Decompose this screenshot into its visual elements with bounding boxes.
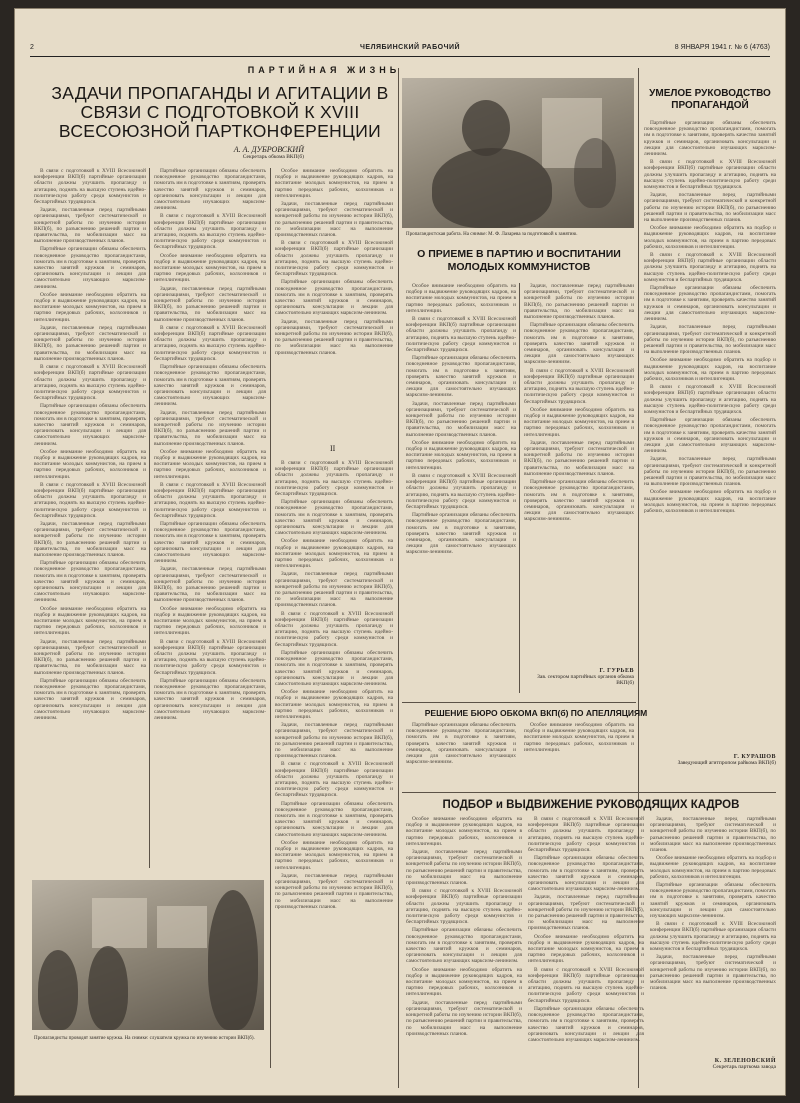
bottom-article-column-3: Задачи, поставленные перед партийными организациями, требуют систематической и конкретной работы по изучению истории ВКП(б), по разъяснению решений партии и правительства, по мобилизации масс на выполнение производственных планов. Особое внимание необходимо обратить на подбор и выдвижение руководящих кадров, на воспитание молодых коммунистов, на прием в партию передовых рабочих, колхозников и интеллигенции. Партийные организации обязаны обеспечить повседневное руководство пропагандистами, помогать им в подготовке к занятиям, проверять качество занятий кружков и семинаров, организовать консультации и лекции для самостоятельно изучающих марксизм-ленинизм. В связи с подготовкой к XVIII Всесоюзной конференции ВКП(б) партийные организации области должны улучшить пропаганду и агитацию, поднять на высшую ступень идейно-политическую работу среди коммунистов и беспартийных трудящихся. Задачи, поставленные перед партийными организациями, требуют систематической и конкретной работы по изучению истории ВКП(б), по разъяснению решений партии и правительства, по мобилизации масс на выполнение производственных планов. (650, 816, 776, 992)
section-marker: II (330, 444, 336, 453)
main-article-column-3b: В связи с подготовкой к XVIII Всесоюзной конференции ВКП(б) партийные организации области должны улучшить пропаганду и агитацию, поднять на высшую ступень идейно-политическую работу среди коммунистов и беспартийных трудящихся. Партийные организации обязаны обеспечить повседневное руководство пропагандистами, помогать им в подготовке к занятиям, проверять качество занятий кружков и семинаров, организовать консультации и лекции для самостоятельно изучающих марксизм-ленинизм. Особое внимание необходимо обратить на подбор и выдвижение руководящих кадров, на воспитание молодых коммунистов, на прием в партию передовых рабочих, колхозников и интеллигенции. Задачи, поставленные перед партийными организациями, требуют систематической и конкретной работы по изучению истории ВКП(б), по разъяснению решений партии и правительства, по мобилизации масс на выполнение производственных планов. В связи с подготовкой к XVIII Всесоюзной конференции ВКП(б) партийные организации области должны улучшить пропаганду и агитацию, поднять на высшую ступень идейно-политическую работу среди коммунистов и беспартийных трудящихся. Партийные организации обязаны обеспечить повседневное руководство пропагандистами, помогать им в подготовке к занятиям, проверять качество занятий кружков и семинаров, организовать консультации и лекции для самостоятельно изучающих марксизм-ленинизм. Особое внимание необходимо обратить на подбор и выдвижение руководящих кадров, на воспитание молодых коммунистов, на прием в партию передовых рабочих, колхозников и интеллигенции. Задачи, поставленные перед партийными организациями, требуют систематической и конкретной работы по изучению истории ВКП(б), по разъяснению решений партии и правительства, по мобилизации масс на выполнение производственных планов. В связи с подготовкой к XVIII Всесоюзной конференции ВКП(б) партийные организации области должны улучшить пропаганду и агитацию, поднять на высшую ступень идейно-политическую работу среди коммунистов и беспартийных трудящихся. Партийные организации обязаны обеспечить повседневное руководство пропагандистами, помогать им в подготовке к занятиям, проверять качество занятий кружков и семинаров, организовать консультации и лекции для самостоятельно изучающих марксизм-ленинизм. Особое внимание необходимо обратить на подбор и выдвижение руководящих кадров, на воспитание молодых коммунистов, на прием в партию передовых рабочих, колхозников и интеллигенции. Задачи, поставленные перед партийными организациями, требуют систематической и конкретной работы по изучению истории ВКП(б), по разъяснению решений партии и правительства, по мобилизации масс на выполнение производственных планов. (275, 460, 393, 910)
section-rubric: ПАРТИЙНАЯ ЖИЗНЬ (247, 65, 401, 75)
section-divider (402, 792, 776, 793)
author-byline (164, 145, 304, 160)
photo-lazareva (402, 78, 634, 228)
author-name: А. А. ДУБРОВСКИЙ (233, 145, 304, 154)
signature-title: Секретарь парткома завода (712, 1064, 776, 1070)
bottom-article-column-1: Особое внимание необходимо обратить на подбор и выдвижение руководящих кадров, на воспитание молодых коммунистов, на прием в партию передовых рабочих, колхозников и интеллигенции. Задачи, поставленные перед партийными организациями, требуют систематической и конкретной работы по изучению истории ВКП(б), по разъяснению решений партии и правительства, по мобилизации масс на выполнение производственных планов. В связи с подготовкой к XVIII Всесоюзной конференции ВКП(б) партийные организации области должны улучшить пропаганду и агитацию, поднять на высшую ступень идейно-политическую работу среди коммунистов и беспартийных трудящихся. Партийные организации обязаны обеспечить повседневное руководство пропагандистами, помогать им в подготовке к занятиям, проверять качество занятий кружков и семинаров, организовать консультации и лекции для самостоятельно изучающих марксизм-ленинизм. Особое внимание необходимо обратить на подбор и выдвижение руководящих кадров, на воспитание молодых коммунистов, на прием в партию передовых рабочих, колхозников и интеллигенции. Задачи, поставленные перед партийными организациями, требуют систематической и конкретной работы по изучению истории ВКП(б), по разъяснению решений партии и правительства, по мобилизации масс на выполнение производственных планов. (406, 816, 522, 1037)
signature-name: Г. ГУРЬЕВ (599, 668, 634, 674)
middle-article-column-2: Задачи, поставленные перед партийными организациями, требуют систематической и конкретной работы по изучению истории ВКП(б), по разъяснению решений партии и правительства, по мобилизации масс на выполнение производственных планов. Партийные организации обязаны обеспечить повседневное руководство пропагандистами, помогать им в подготовке к занятиям, проверять качество занятий кружков и семинаров, организовать консультации и лекции для самостоятельно изучающих марксизм-ленинизм. В связи с подготовкой к XVIII Всесоюзной конференции ВКП(б) партийные организации области должны улучшить пропаганду и агитацию, поднять на высшую ступень идейно-политическую работу среди коммунистов и беспартийных трудящихся. Особое внимание необходимо обратить на подбор и выдвижение руководящих кадров, на воспитание молодых коммунистов, на прием в партию передовых рабочих, колхозников и интеллигенции. Задачи, поставленные перед партийными организациями, требуют систематической и конкретной работы по изучению истории ВКП(б), по разъяснению решений партии и правительства, по мобилизации масс на выполнение производственных планов. Партийные организации обязаны обеспечить повседневное руководство пропагандистами, помогать им в подготовке к занятиям, проверять качество занятий кружков и семинаров, организовать консультации и лекции для самостоятельно изучающих марксизм-ленинизм. (524, 283, 634, 523)
author-title: Секретарь обкома ВКП(б) (242, 154, 304, 160)
signature-title: Заведующий агитпропом райкома ВКП(б) (677, 760, 776, 766)
issue-date: 8 ЯНВАРЯ 1941 г. № 6 (4763) (674, 44, 770, 51)
bottom-article-headline: ПОДБОР и ВЫДВИЖЕНИЕ РУКОВОДЯЩИХ КАДРОВ (442, 799, 740, 811)
column-divider (519, 283, 520, 693)
decision-column-2: Особое внимание необходимо обратить на подбор и выдвижение руководящих кадров, на воспитание молодых коммунистов, на прием в партию передовых рабочих, колхозников и интеллигенции. (524, 722, 634, 753)
right-article-body: Партийные организации обязаны обеспечить повседневное руководство пропагандистами, помогать им в подготовке к занятиям, проверять качество занятий кружков и семинаров, организовать консультации и лекции для самостоятельно изучающих марксизм-ленинизм. В связи с подготовкой к XVIII Всесоюзной конференции ВКП(б) партийные организации области должны улучшить пропаганду и агитацию, поднять на высшую ступень идейно-политическую работу среди коммунистов и беспартийных трудящихся. Задачи, поставленные перед партийными организациями, требуют систематической и конкретной работы по изучению истории ВКП(б), по разъяснению решений партии и правительства, по мобилизации масс на выполнение производственных планов. Особое внимание необходимо обратить на подбор и выдвижение руководящих кадров, на воспитание молодых коммунистов, на прием в партию передовых рабочих, колхозников и интеллигенции. В связи с подготовкой к XVIII Всесоюзной конференции ВКП(б) партийные организации области должны улучшить пропаганду и агитацию, поднять на высшую ступень идейно-политическую работу среди коммунистов и беспартийных трудящихся. Партийные организации обязаны обеспечить повседневное руководство пропагандистами, помогать им в подготовке к занятиям, проверять качество занятий кружков и семинаров, организовать консультации и лекции для самостоятельно изучающих марксизм-ленинизм. Задачи, поставленные перед партийными организациями, требуют систематической и конкретной работы по изучению истории ВКП(б), по разъяснению решений партии и правительства, по мобилизации масс на выполнение производственных планов. Особое внимание необходимо обратить на подбор и выдвижение руководящих кадров, на воспитание молодых коммунистов, на прием в партию передовых рабочих, колхозников и интеллигенции. В связи с подготовкой к XVIII Всесоюзной конференции ВКП(б) партийные организации области должны улучшить пропаганду и агитацию, поднять на высшую ступень идейно-политическую работу среди коммунистов и беспартийных трудящихся. Партийные организации обязаны обеспечить повседневное руководство пропагандистами, помогать им в подготовке к занятиям, проверять качество занятий кружков и семинаров, организовать консультации и лекции для самостоятельно изучающих марксизм-ленинизм. Задачи, поставленные перед партийными организациями, требуют систематической и конкретной работы по изучению истории ВКП(б), по разъяснению решений партии и правительства, по мобилизации масс на выполнение производственных планов. Особое внимание необходимо обратить на подбор и выдвижение руководящих кадров, на воспитание молодых коммунистов, на прием в партию передовых рабочих, колхозников и интеллигенции. (644, 120, 776, 514)
signature-name: Г. КУРАШОВ (733, 754, 776, 760)
middle-article-headline: О ПРИЕМЕ В ПАРТИЮ И ВОСПИТАНИИ МОЛОДЫХ КОММУНИСТОВ (417, 248, 621, 273)
column-divider (398, 68, 399, 1088)
photo-caption-top: Пропагандистская работа. На снимке: М. Ф. Лазарева за подготовкой к занятию. (406, 232, 578, 237)
middle-article-signature (524, 668, 634, 686)
signature-name: К. ЗЕЛЕНОВСКИЙ (714, 1058, 776, 1064)
bottom-article-signature (650, 1058, 776, 1070)
newspaper-page (14, 8, 786, 1096)
newspaper-name: ЧЕЛЯБИНСКИЙ РАБОЧИЙ (360, 44, 461, 51)
decision-column-1: Партийные организации обязаны обеспечить повседневное руководство пропагандистами, помогать им в подготовке к занятиям, проверять качество занятий кружков и семинаров, организовать консультации и лекции для самостоятельно изучающих марксизм-ленинизм. (406, 722, 516, 766)
photo-kruzhok (32, 880, 264, 1030)
main-article-column-3: Особое внимание необходимо обратить на подбор и выдвижение руководящих кадров, на воспитание молодых коммунистов, на прием в партию передовых рабочих, колхозников и интеллигенции. Задачи, поставленные перед партийными организациями, требуют систематической и конкретной работы по изучению истории ВКП(б), по разъяснению решений партии и правительства, по мобилизации масс на выполнение производственных планов. В связи с подготовкой к XVIII Всесоюзной конференции ВКП(б) партийные организации области должны улучшить пропаганду и агитацию, поднять на высшую ступень идейно-политическую работу среди коммунистов и беспартийных трудящихся. Партийные организации обязаны обеспечить повседневное руководство пропагандистами, помогать им в подготовке к занятиям, проверять качество занятий кружков и семинаров, организовать консультации и лекции для самостоятельно изучающих марксизм-ленинизм. Задачи, поставленные перед партийными организациями, требуют систематической и конкретной работы по изучению истории ВКП(б), по разъяснению решений партии и правительства, по мобилизации масс на выполнение производственных планов. (275, 168, 393, 356)
main-article-column-2: Партийные организации обязаны обеспечить повседневное руководство пропагандистами, помогать им в подготовке к занятиям, проверять качество занятий кружков и семинаров, организовать консультации и лекции для самостоятельно изучающих марксизм-ленинизм. В связи с подготовкой к XVIII Всесоюзной конференции ВКП(б) партийные организации области должны улучшить пропаганду и агитацию, поднять на высшую ступень идейно-политическую работу среди коммунистов и беспартийных трудящихся. Особое внимание необходимо обратить на подбор и выдвижение руководящих кадров, на воспитание молодых коммунистов, на прием в партию передовых рабочих, колхозников и интеллигенции. Задачи, поставленные перед партийными организациями, требуют систематической и конкретной работы по изучению истории ВКП(б), по разъяснению решений партии и правительства, по мобилизации масс на выполнение производственных планов. В связи с подготовкой к XVIII Всесоюзной конференции ВКП(б) партийные организации области должны улучшить пропаганду и агитацию, поднять на высшую ступень идейно-политическую работу среди коммунистов и беспартийных трудящихся. Партийные организации обязаны обеспечить повседневное руководство пропагандистами, помогать им в подготовке к занятиям, проверять качество занятий кружков и семинаров, организовать консультации и лекции для самостоятельно изучающих марксизм-ленинизм. Задачи, поставленные перед партийными организациями, требуют систематической и конкретной работы по изучению истории ВКП(б), по разъяснению решений партии и правительства, по мобилизации масс на выполнение производственных планов. Особое внимание необходимо обратить на подбор и выдвижение руководящих кадров, на воспитание молодых коммунистов, на прием в партию передовых рабочих, колхозников и интеллигенции. В связи с подготовкой к XVIII Всесоюзной конференции ВКП(б) партийные организации области должны улучшить пропаганду и агитацию, поднять на высшую ступень идейно-политическую работу среди коммунистов и беспартийных трудящихся. Партийные организации обязаны обеспечить повседневное руководство пропагандистами, помогать им в подготовке к занятиям, проверять качество занятий кружков и семинаров, организовать консультации и лекции для самостоятельно изучающих марксизм-ленинизм. Задачи, поставленные перед партийными организациями, требуют систематической и конкретной работы по изучению истории ВКП(б), по разъяснению решений партии и правительства, по мобилизации масс на выполнение производственных планов. Особое внимание необходимо обратить на подбор и выдвижение руководящих кадров, на воспитание молодых коммунистов, на прием в партию передовых рабочих, колхозников и интеллигенции. В связи с подготовкой к XVIII Всесоюзной конференции ВКП(б) партийные организации области должны улучшить пропаганду и агитацию, поднять на высшую ступень идейно-политическую работу среди коммунистов и беспартийных трудящихся. Партийные организации обязаны обеспечить повседневное руководство пропагандистами, помогать им в подготовке к занятиям, проверять качество занятий кружков и семинаров, организовать консультации и лекции для самостоятельно изучающих марксизм-ленинизм. (154, 168, 266, 722)
decision-headline: РЕШЕНИЕ БЮРО ОБКОМА ВКП(б) ПО АПЕЛЛЯЦИЯМ (424, 708, 648, 718)
main-article-column-1: В связи с подготовкой к XVIII Всесоюзной конференции ВКП(б) партийные организации области должны улучшить пропаганду и агитацию, поднять на высшую ступень идейно-политическую работу среди коммунистов и беспартийных трудящихся. Задачи, поставленные перед партийными организациями, требуют систематической и конкретной работы по изучению истории ВКП(б), по разъяснению решений партии и правительства, по мобилизации масс на выполнение производственных планов. Партийные организации обязаны обеспечить повседневное руководство пропагандистами, помогать им в подготовке к занятиям, проверять качество занятий кружков и семинаров, организовать консультации и лекции для самостоятельно изучающих марксизм-ленинизм. Особое внимание необходимо обратить на подбор и выдвижение руководящих кадров, на воспитание молодых коммунистов, на прием в партию передовых рабочих, колхозников и интеллигенции. Задачи, поставленные перед партийными организациями, требуют систематической и конкретной работы по изучению истории ВКП(б), по разъяснению решений партии и правительства, по мобилизации масс на выполнение производственных планов. В связи с подготовкой к XVIII Всесоюзной конференции ВКП(б) партийные организации области должны улучшить пропаганду и агитацию, поднять на высшую ступень идейно-политическую работу среди коммунистов и беспартийных трудящихся. Партийные организации обязаны обеспечить повседневное руководство пропагандистами, помогать им в подготовке к занятиям, проверять качество занятий кружков и семинаров, организовать консультации и лекции для самостоятельно изучающих марксизм-ленинизм. Особое внимание необходимо обратить на подбор и выдвижение руководящих кадров, на воспитание молодых коммунистов, на прием в партию передовых рабочих, колхозников и интеллигенции. В связи с подготовкой к XVIII Всесоюзной конференции ВКП(б) партийные организации области должны улучшить пропаганду и агитацию, поднять на высшую ступень идейно-политическую работу среди коммунистов и беспартийных трудящихся. Задачи, поставленные перед партийными организациями, требуют систематической и конкретной работы по изучению истории ВКП(б), по разъяснению решений партии и правительства, по мобилизации масс на выполнение производственных планов. Партийные организации обязаны обеспечить повседневное руководство пропагандистами, помогать им в подготовке к занятиям, проверять качество занятий кружков и семинаров, организовать консультации и лекции для самостоятельно изучающих марксизм-ленинизм. Особое внимание необходимо обратить на подбор и выдвижение руководящих кадров, на воспитание молодых коммунистов, на прием в партию передовых рабочих, колхозников и интеллигенции. Задачи, поставленные перед партийными организациями, требуют систематической и конкретной работы по изучению истории ВКП(б), по разъяснению решений партии и правительства, по мобилизации масс на выполнение производственных планов. Партийные организации обязаны обеспечить повседневное руководство пропагандистами, помогать им в подготовке к занятиям, проверять качество занятий кружков и семинаров, организовать консультации и лекции для самостоятельно изучающих марксизм-ленинизм. (34, 168, 146, 722)
bottom-article-column-2: В связи с подготовкой к XVIII Всесоюзной конференции ВКП(б) партийные организации области должны улучшить пропаганду и агитацию, поднять на высшую ступень идейно-политическую работу среди коммунистов и беспартийных трудящихся. Партийные организации обязаны обеспечить повседневное руководство пропагандистами, помогать им в подготовке к занятиям, проверять качество занятий кружков и семинаров, организовать консультации и лекции для самостоятельно изучающих марксизм-ленинизм. Задачи, поставленные перед партийными организациями, требуют систематической и конкретной работы по изучению истории ВКП(б), по разъяснению решений партии и правительства, по мобилизации масс на выполнение производственных планов. Особое внимание необходимо обратить на подбор и выдвижение руководящих кадров, на воспитание молодых коммунистов, на прием в партию передовых рабочих, колхозников и интеллигенции. В связи с подготовкой к XVIII Всесоюзной конференции ВКП(б) партийные организации области должны улучшить пропаганду и агитацию, поднять на высшую ступень идейно-политическую работу среди коммунистов и беспартийных трудящихся. Партийные организации обязаны обеспечить повседневное руководство пропагандистами, помогать им в подготовке к занятиям, проверять качество занятий кружков и семинаров, организовать консультации и лекции для самостоятельно изучающих марксизм-ленинизм. (528, 816, 644, 1043)
photo-caption-bottom: Пропагандисты проводят занятие кружка. На снимке: слушатели кружка по изучению истории ВКП(б). (34, 1036, 255, 1041)
page-header (30, 42, 770, 57)
middle-article-column-1: Особое внимание необходимо обратить на подбор и выдвижение руководящих кадров, на воспитание молодых коммунистов, на прием в партию передовых рабочих, колхозников и интеллигенции. В связи с подготовкой к XVIII Всесоюзной конференции ВКП(б) партийные организации области должны улучшить пропаганду и агитацию, поднять на высшую ступень идейно-политическую работу среди коммунистов и беспартийных трудящихся. Партийные организации обязаны обеспечить повседневное руководство пропагандистами, помогать им в подготовке к занятиям, проверять качество занятий кружков и семинаров, организовать консультации и лекции для самостоятельно изучающих марксизм-ленинизм. Задачи, поставленные перед партийными организациями, требуют систематической и конкретной работы по изучению истории ВКП(б), по разъяснению решений партии и правительства, по мобилизации масс на выполнение производственных планов. Особое внимание необходимо обратить на подбор и выдвижение руководящих кадров, на воспитание молодых коммунистов, на прием в партию передовых рабочих, колхозников и интеллигенции. В связи с подготовкой к XVIII Всесоюзной конференции ВКП(б) партийные организации области должны улучшить пропаганду и агитацию, поднять на высшую ступень идейно-политическую работу среди коммунистов и беспартийных трудящихся. Партийные организации обязаны обеспечить повседневное руководство пропагандистами, помогать им в подготовке к занятиям, проверять качество занятий кружков и семинаров, организовать консультации и лекции для самостоятельно изучающих марксизм-ленинизм. (406, 283, 516, 556)
column-divider (149, 168, 150, 868)
section-divider (402, 702, 636, 703)
page-number: 2 (30, 44, 34, 51)
right-article-headline: УМЕЛОЕ РУКОВОДСТВО ПРОПАГАНДОЙ (649, 88, 771, 111)
column-divider (270, 168, 271, 1068)
main-headline: ЗАДАЧИ ПРОПАГАНДЫ И АГИТАЦИИ В СВЯЗИ С ПОДГОТОВКОЙ К XVIII ВСЕСОЮЗНОЙ ПАРТКОНФЕРЕНЦИИ (51, 83, 389, 141)
right-article-signature (644, 754, 776, 766)
signature-title: Зав. сектором партийных органов обкома ВКП(б) (537, 674, 634, 686)
